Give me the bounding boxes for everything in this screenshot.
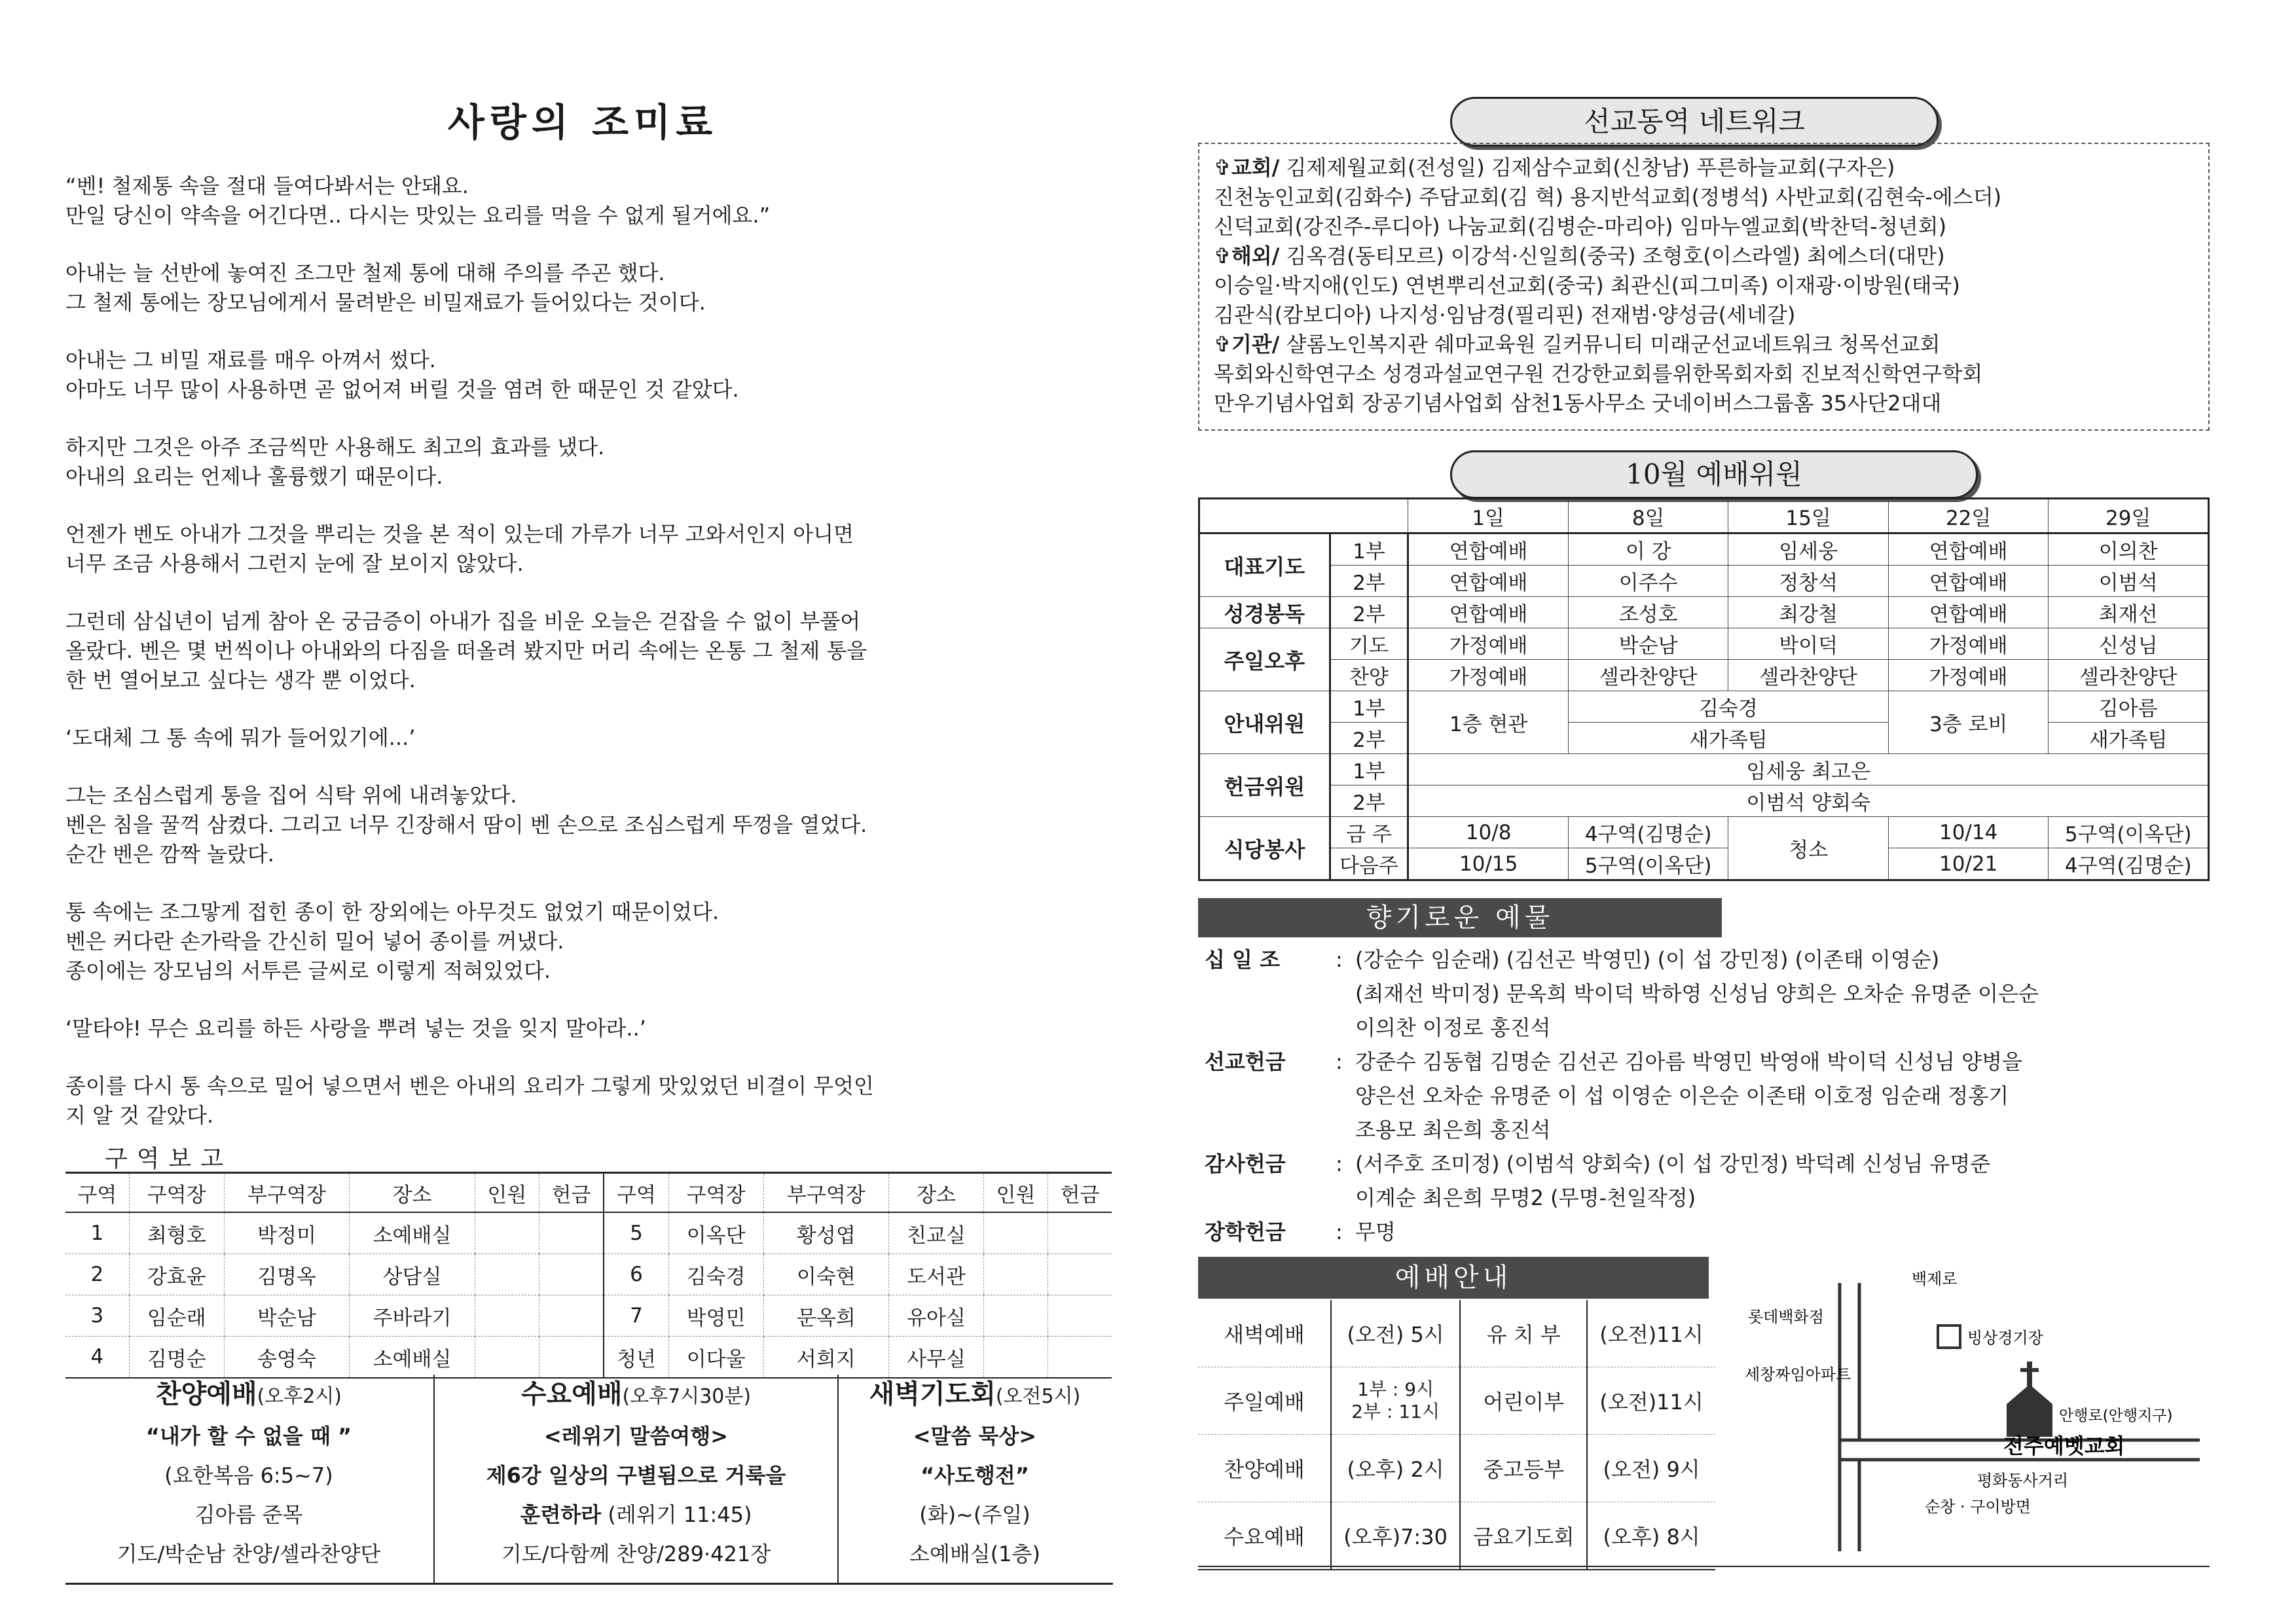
network-names: 김관식(캄보디아) 나지성·임남경(필리핀) 전재범·양성금(세네갈) bbox=[1214, 302, 1796, 327]
right-bottom-rule bbox=[1198, 1566, 2210, 1567]
schedule-row bbox=[1198, 1502, 1715, 1570]
duty-cell: 셀라찬양단 bbox=[1568, 660, 1728, 691]
praise-preacher: 김아름 준목 bbox=[194, 1502, 303, 1527]
story-paragraph bbox=[65, 607, 1113, 695]
offering-line: 무명 bbox=[1355, 1219, 1396, 1244]
network-names: 김제제월교회(전성일) 김제삼수교회(신창남) 푸른하늘교회(구자은) bbox=[1279, 155, 1895, 180]
duty-cell: 이의찬 bbox=[2049, 533, 2209, 566]
story-line: 종이에는 장모님의 서투른 글씨로 이렇게 적혀있었다. bbox=[65, 958, 551, 983]
wednesday-service-time: (오후7시30분) bbox=[622, 1385, 752, 1408]
district-cell: 박순남 bbox=[224, 1295, 350, 1337]
district-cell: 7 bbox=[604, 1295, 668, 1337]
story-paragraph bbox=[65, 520, 1113, 579]
offering-label: 감사헌금 bbox=[1205, 1151, 1286, 1176]
network-names: 김옥겸(동티모르) 이강석·신일희(중국) 조형호(이스라엘) 최에스더(대만) bbox=[1279, 244, 1945, 268]
district-header: 인원 bbox=[475, 1173, 539, 1213]
district-cell: 임순래 bbox=[129, 1295, 224, 1337]
schedule-service: 중고등부 bbox=[1460, 1435, 1587, 1502]
district-cell: 이다울 bbox=[668, 1337, 763, 1379]
praise-sermon-title: “내가 할 수 없을 때 ” bbox=[145, 1424, 352, 1449]
district-report-title: 구역보고 bbox=[105, 1146, 233, 1172]
offering-row bbox=[1205, 1215, 2219, 1249]
district-cell: 1 bbox=[65, 1212, 129, 1254]
offering-colon: : bbox=[1336, 1151, 1343, 1176]
schedule-time: (오후)7:30 bbox=[1331, 1502, 1460, 1570]
network-line bbox=[1214, 183, 2194, 212]
offering-names bbox=[1355, 1215, 2219, 1249]
dawn-prayer-title: 새벽기도회 bbox=[869, 1379, 996, 1409]
offering-names bbox=[1355, 1045, 2219, 1147]
duty-cell: 셀라찬양단 bbox=[2049, 660, 2209, 691]
schedule-service: 금요기도회 bbox=[1460, 1502, 1587, 1570]
duty-cell: 셀라찬양단 bbox=[1728, 660, 1888, 691]
schedule-service: 수요예배 bbox=[1198, 1502, 1331, 1570]
district-row bbox=[65, 1295, 1112, 1337]
duty-date: 15일 bbox=[1728, 499, 1888, 533]
duty-sub: 다음주 bbox=[1330, 848, 1408, 880]
district-cell bbox=[983, 1295, 1048, 1337]
district-header: 구역장 bbox=[668, 1173, 763, 1213]
duty-cell: 4구역(김명순) bbox=[1568, 817, 1728, 848]
wednesday-series: <레위기 말씀여행> bbox=[543, 1424, 729, 1449]
duty-date: 8일 bbox=[1568, 499, 1728, 533]
map-stadium-marker bbox=[1938, 1326, 1960, 1348]
offering-label: 선교헌금 bbox=[1205, 1049, 1286, 1074]
story-line: 그런데 삼십년이 넘게 참아 온 궁금증이 아내가 집을 비운 오늘은 걷잡을 수 없이 부풀어 bbox=[65, 609, 861, 634]
duty-cell: 이 강 bbox=[1568, 533, 1728, 566]
duty-cell: 1층 현관 bbox=[1408, 691, 1569, 754]
story-line: “벤! 철제통 속을 절대 들여다봐서는 안돼요. bbox=[65, 173, 469, 198]
duty-cell: 3층 로비 bbox=[1888, 691, 2049, 754]
district-cell: 4 bbox=[65, 1337, 129, 1379]
story-paragraph bbox=[65, 1072, 1113, 1130]
duty-date: 1일 bbox=[1408, 499, 1569, 533]
district-cell: 이옥단 bbox=[668, 1212, 763, 1254]
story-paragraph bbox=[65, 346, 1113, 405]
district-row bbox=[65, 1254, 1112, 1295]
story-line: 그는 조심스럽게 통을 집어 식탁 위에 내려놓았다. bbox=[65, 783, 517, 808]
dawn-prayer-time: (오전5시) bbox=[995, 1385, 1081, 1408]
story-paragraph bbox=[65, 1014, 1113, 1043]
network-category: ✞해외/ bbox=[1214, 244, 1280, 268]
district-cell: 송영숙 bbox=[224, 1337, 350, 1379]
duty-cell: 연합예배 bbox=[1408, 566, 1569, 597]
story-paragraph bbox=[65, 781, 1113, 869]
map-label-church: 전주예벳교회 bbox=[2003, 1434, 2125, 1458]
district-cell bbox=[539, 1254, 604, 1295]
district-cell: 5 bbox=[604, 1212, 668, 1254]
district-header: 부구역장 bbox=[224, 1173, 350, 1213]
network-line bbox=[1214, 212, 2194, 242]
offering-row bbox=[1205, 1045, 2219, 1147]
map-label-ice-rink: 빙상경기장 bbox=[1967, 1329, 2043, 1347]
duty-sub: 2부 bbox=[1330, 597, 1408, 628]
district-cell: 3 bbox=[65, 1295, 129, 1337]
offering-row bbox=[1205, 1147, 2219, 1215]
story-line: 아내의 요리는 언제나 훌륭했기 때문이다. bbox=[65, 464, 443, 489]
usher-label: 안내위원 bbox=[1199, 691, 1330, 754]
praise-roles: 기도/박순남 찬양/셀라찬양단 bbox=[117, 1542, 381, 1566]
duty-cell: 청소 bbox=[1728, 817, 1888, 880]
story-line: 종이를 다시 통 속으로 밀어 넣으면서 벤은 아내의 요리가 그렇게 맛있었던 비결이 무엇인 bbox=[65, 1074, 874, 1098]
district-cell: 6 bbox=[604, 1254, 668, 1295]
dawn-book: “사도행전” bbox=[920, 1463, 1029, 1488]
wednesday-scripture: (레위기 11:45) bbox=[601, 1502, 752, 1527]
duty-cell: 조성호 bbox=[1568, 597, 1728, 628]
schedule-service: 새벽예배 bbox=[1198, 1300, 1331, 1367]
duty-title: 10월 예배위원 bbox=[1450, 450, 1978, 499]
wednesday-service bbox=[433, 1375, 839, 1584]
duty-cell: 5구역(이옥단) bbox=[2049, 817, 2209, 848]
duty-cell: 5구역(이옥단) bbox=[1568, 848, 1728, 880]
schedule-time: (오전)11시 bbox=[1587, 1367, 1715, 1435]
duty-cell: 연합예배 bbox=[1408, 533, 1569, 566]
duty-sub: 금 주 bbox=[1330, 817, 1408, 848]
district-header: 구역 bbox=[604, 1173, 668, 1213]
map-label-baekje: 백제로 bbox=[1912, 1270, 1958, 1288]
district-header: 헌금 bbox=[1048, 1173, 1112, 1213]
duty-cell: 김아름 bbox=[2049, 691, 2209, 723]
duty-cell: 최강철 bbox=[1728, 597, 1888, 628]
duty-corner bbox=[1199, 499, 1408, 533]
duty-date: 22일 bbox=[1888, 499, 2049, 533]
network-line bbox=[1214, 242, 2194, 271]
offering-line: 조용모 최은희 홍진석 bbox=[1355, 1117, 1551, 1142]
dawn-days: (화)~(주일) bbox=[919, 1502, 1030, 1527]
dawn-prayer bbox=[837, 1375, 1112, 1584]
offering-names bbox=[1355, 1147, 2219, 1215]
district-cell bbox=[475, 1254, 539, 1295]
duty-cell: 박이덕 bbox=[1728, 628, 1888, 660]
duty-cell: 김숙경 bbox=[1568, 691, 1888, 723]
dawn-theme: <말씀 묵상> bbox=[913, 1424, 1037, 1449]
duty-sub: 1부 bbox=[1330, 754, 1408, 785]
offering-row bbox=[1205, 943, 2219, 1045]
map-label-lotte: 롯데백화점 bbox=[1748, 1308, 1824, 1326]
district-cell: 문옥희 bbox=[763, 1295, 889, 1337]
district-cell: 유아실 bbox=[889, 1295, 984, 1337]
schedule-row bbox=[1198, 1300, 1715, 1367]
offering-line: (최재선 박미정) 문옥희 박이덕 박하영 신성님 양희은 오차순 유명준 이은순 bbox=[1355, 981, 2039, 1006]
district-cell bbox=[1048, 1212, 1112, 1254]
district-cell bbox=[475, 1295, 539, 1337]
duty-cell: 임세웅 bbox=[1728, 533, 1888, 566]
left-bottom-rule bbox=[65, 1583, 1113, 1585]
offering-line: (서주호 조미정) (이범석 양회숙) (이 섭 강민정) 박덕례 신성님 유명준 bbox=[1355, 1151, 1991, 1176]
duty-cell: 4구역(김명순) bbox=[2049, 848, 2209, 880]
schedule-table bbox=[1198, 1300, 1715, 1570]
duty-cell: 10/8 bbox=[1408, 817, 1569, 848]
district-cell: 김숙경 bbox=[668, 1254, 763, 1295]
sunday-pm-label: 주일오후 bbox=[1199, 628, 1330, 691]
network-line bbox=[1214, 271, 2194, 300]
dawn-place: 소예배실(1층) bbox=[909, 1542, 1040, 1566]
duty-cell: 10/15 bbox=[1408, 848, 1569, 880]
wednesday-service-title: 수요예배 bbox=[520, 1379, 623, 1409]
duty-sub: 찬양 bbox=[1330, 660, 1408, 691]
district-row bbox=[65, 1337, 1112, 1379]
schedule-row bbox=[1198, 1435, 1715, 1502]
story-line: 언젠가 벤도 아내가 그것을 뿌리는 것을 본 적이 있는데 가루가 너무 고와서인지 아니면 bbox=[65, 522, 854, 547]
district-cell: 박정미 bbox=[224, 1212, 350, 1254]
schedule-row bbox=[1198, 1367, 1715, 1435]
schedule-service: 찬양예배 bbox=[1198, 1435, 1331, 1502]
duty-cell: 새가족팀 bbox=[1568, 723, 1888, 754]
district-cell bbox=[1048, 1254, 1112, 1295]
network-names: 목회와신학연구소 성경과설교연구원 건강한교회를위한목회자회 진보적신학연구학회 bbox=[1214, 361, 1983, 386]
duty-cell: 이주수 bbox=[1568, 566, 1728, 597]
district-cell: 김명옥 bbox=[224, 1254, 350, 1295]
district-cell: 청년 bbox=[604, 1337, 668, 1379]
offering-label: 장학헌금 bbox=[1205, 1219, 1286, 1244]
praise-service-time: (오후2시) bbox=[257, 1385, 342, 1408]
district-cell: 도서관 bbox=[889, 1254, 984, 1295]
map-label-intersection: 평화동사거리 bbox=[1977, 1471, 2069, 1490]
duty-cell: 이범석 양회숙 bbox=[1408, 785, 2209, 817]
network-list bbox=[1198, 143, 2210, 431]
network-line bbox=[1214, 359, 2194, 389]
duty-sub: 1부 bbox=[1330, 533, 1408, 566]
schedule-time: (오후) 8시 bbox=[1587, 1502, 1715, 1570]
story-paragraph bbox=[65, 433, 1113, 492]
wednesday-lesson-cont: 훈련하라 bbox=[520, 1502, 602, 1527]
offering-list bbox=[1205, 943, 2219, 1249]
network-category: ✞교회/ bbox=[1214, 155, 1280, 180]
schedule-title: 예배안내 bbox=[1198, 1257, 1709, 1299]
duty-cell: 이범석 bbox=[2049, 566, 2209, 597]
church-map bbox=[1741, 1263, 2213, 1551]
map-label-anhaeng: 안행로(안행지구) bbox=[2059, 1407, 2173, 1424]
network-names: 신덕교회(강진주-루디아) 나눔교회(김병순-마리아) 임마누엘교회(박찬덕-청년회) bbox=[1214, 214, 1947, 239]
duty-cell: 임세웅 최고은 bbox=[1408, 754, 2209, 785]
district-cell: 사무실 bbox=[889, 1337, 984, 1379]
duty-cell: 연합예배 bbox=[1888, 533, 2049, 566]
offering-names bbox=[1355, 943, 2219, 1045]
schedule-time: (오후) 2시 bbox=[1331, 1435, 1460, 1502]
district-header: 장소 bbox=[889, 1173, 984, 1213]
offering-colon: : bbox=[1336, 1049, 1343, 1074]
network-names: 이승일·박지애(인도) 연변뿌리선교회(중국) 최관신(피그미족) 이재광·이방원(태국) bbox=[1214, 273, 1960, 298]
offering-colon: : bbox=[1336, 1219, 1343, 1244]
network-names: 샬롬노인복지관 쉐마교육원 길커뮤니티 미래군선교네트워크 청목선교회 bbox=[1279, 332, 1941, 357]
story-paragraph bbox=[65, 897, 1113, 986]
duty-cell: 박순남 bbox=[1568, 628, 1728, 660]
schedule-service: 유 치 부 bbox=[1460, 1300, 1587, 1367]
network-line bbox=[1214, 389, 2194, 418]
story-line: ‘도대체 그 통 속에 뭐가 들어있기에...’ bbox=[65, 725, 416, 750]
network-line bbox=[1214, 300, 2194, 330]
praise-service-title: 찬양예배 bbox=[156, 1379, 257, 1409]
district-cell bbox=[539, 1295, 604, 1337]
schedule-time: (오전) 5시 bbox=[1331, 1300, 1460, 1367]
duty-cell: 정창석 bbox=[1728, 566, 1888, 597]
district-cell: 최형호 bbox=[129, 1212, 224, 1254]
duty-cell: 가정예배 bbox=[1408, 660, 1569, 691]
church-icon bbox=[2007, 1362, 2052, 1437]
network-category: ✞기관/ bbox=[1214, 332, 1280, 357]
schedule-service: 어린이부 bbox=[1460, 1367, 1587, 1435]
duty-sub: 2부 bbox=[1330, 785, 1408, 817]
duty-cell: 연합예배 bbox=[1888, 566, 2049, 597]
story-line: ‘말타야! 무슨 요리를 하든 사랑을 뿌려 넣는 것을 잊지 말아라..’ bbox=[65, 1016, 646, 1041]
offering-line: 이의찬 이정로 홍진석 bbox=[1355, 1015, 1551, 1040]
schedule-time: (오전)11시 bbox=[1587, 1300, 1715, 1367]
kitchen-label: 식당봉사 bbox=[1199, 817, 1330, 880]
story-line: 너무 조금 사용해서 그런지 눈에 잘 보이지 않았다. bbox=[65, 551, 524, 576]
duty-cell: 연합예배 bbox=[1408, 597, 1569, 628]
district-cell bbox=[983, 1254, 1048, 1295]
network-title: 선교동역 네트워크 bbox=[1450, 97, 1939, 147]
district-cell: 2 bbox=[65, 1254, 129, 1295]
duty-sub: 1부 bbox=[1330, 691, 1408, 723]
district-cell bbox=[539, 1337, 604, 1379]
duty-sub: 기도 bbox=[1330, 628, 1408, 660]
network-line bbox=[1214, 330, 2194, 359]
story-line: 벤은 커다란 손가락을 간신히 밀어 넣어 종이를 꺼냈다. bbox=[65, 929, 564, 954]
story-line: 벤은 침을 꿀꺽 삼켰다. 그리고 너무 긴장해서 땀이 벤 손으로 조심스럽게 뚜껑을 열었다. bbox=[65, 812, 867, 837]
duty-cell: 10/14 bbox=[1888, 817, 2049, 848]
story-line: 아내는 늘 선반에 놓여진 조그만 철제 통에 대해 주의를 주곤 했다. bbox=[65, 261, 665, 285]
district-cell: 소예배실 bbox=[350, 1212, 475, 1254]
story-line: 지 알 것 같았다. bbox=[65, 1103, 214, 1128]
district-header: 인원 bbox=[983, 1173, 1048, 1213]
duty-table bbox=[1198, 497, 2210, 881]
district-cell: 박영민 bbox=[668, 1295, 763, 1337]
district-cell: 이숙현 bbox=[763, 1254, 889, 1295]
praise-service bbox=[65, 1375, 432, 1584]
district-cell bbox=[1048, 1295, 1112, 1337]
story-line: 순간 벤은 깜짝 놀랐다. bbox=[65, 842, 274, 867]
district-cell bbox=[1048, 1337, 1112, 1379]
duty-cell: 신성님 bbox=[2049, 628, 2209, 660]
duty-cell: 가정예배 bbox=[1408, 628, 1569, 660]
story-line: 아마도 너무 많이 사용하면 곧 없어져 버릴 것을 염려 한 때문인 것 같았다. bbox=[65, 377, 739, 402]
district-cell: 강효윤 bbox=[129, 1254, 224, 1295]
story-body bbox=[65, 171, 1113, 1159]
schedule-service: 주일예배 bbox=[1198, 1367, 1331, 1435]
district-row bbox=[65, 1212, 1112, 1254]
district-report-table bbox=[65, 1172, 1112, 1379]
offering-line: (강순수 임순래) (김선곤 박영민) (이 섭 강민정) (이존태 이영순) bbox=[1355, 947, 1940, 972]
duty-cell: 가정예배 bbox=[1888, 628, 2049, 660]
map-label-apartment: 세창짜임아파트 bbox=[1745, 1365, 1851, 1384]
wednesday-roles: 기도/다함께 찬양/289·421장 bbox=[501, 1542, 771, 1566]
story-paragraph bbox=[65, 171, 1113, 230]
district-header: 장소 bbox=[350, 1173, 475, 1213]
district-header: 구역장 bbox=[129, 1173, 224, 1213]
network-line bbox=[1214, 153, 2194, 183]
district-cell bbox=[539, 1212, 604, 1254]
district-header: 부구역장 bbox=[763, 1173, 889, 1213]
duty-cell: 최재선 bbox=[2049, 597, 2209, 628]
district-cell bbox=[475, 1337, 539, 1379]
story-paragraph bbox=[65, 723, 1113, 753]
district-header: 구역 bbox=[65, 1173, 129, 1213]
offering-line: 강준수 김동협 김명순 김선곤 김아름 박영민 박영애 박이덕 신성님 양병을 bbox=[1355, 1049, 2022, 1074]
district-cell: 황성엽 bbox=[763, 1212, 889, 1254]
district-cell bbox=[983, 1212, 1048, 1254]
district-cell: 상담실 bbox=[350, 1254, 475, 1295]
schedule-time: 1부 : 9시 2부 : 11시 bbox=[1331, 1367, 1460, 1435]
bible-reading-label: 성경봉독 bbox=[1199, 597, 1330, 628]
offering-line: 이계순 최은희 무명2 (무명-천일작정) bbox=[1355, 1185, 1696, 1210]
duty-sub: 2부 bbox=[1330, 566, 1408, 597]
district-cell bbox=[475, 1212, 539, 1254]
map-label-direction: 순창 · 구이방면 bbox=[1925, 1498, 2031, 1516]
duty-cell: 연합예배 bbox=[1888, 597, 2049, 628]
offering-line: 양은선 오차순 유명준 이 섭 이영순 이은순 이존태 이호정 임순래 정홍기 bbox=[1355, 1083, 2009, 1108]
story-line: 만일 당신이 약속을 어긴다면.. 다시는 맛있는 요리를 먹을 수 없게 될거에요.” bbox=[65, 203, 771, 228]
story-title: 사랑의 조미료 bbox=[447, 100, 718, 145]
network-names: 만우기념사업회 장공기념사업회 삼천1동사무소 굿네이버스그룹홈 35사단2대대 bbox=[1214, 391, 1942, 416]
district-cell: 김명순 bbox=[129, 1337, 224, 1379]
district-cell: 친교실 bbox=[889, 1212, 984, 1254]
district-cell: 소예배실 bbox=[350, 1337, 475, 1379]
story-line: 아내는 그 비밀 재료를 매우 아껴서 썼다. bbox=[65, 348, 436, 372]
offering-title: 향기로운 예물 bbox=[1198, 898, 1722, 937]
duty-cell: 가정예배 bbox=[1888, 660, 2049, 691]
district-cell: 서희지 bbox=[763, 1337, 889, 1379]
duty-cell: 새가족팀 bbox=[2049, 723, 2209, 754]
rep-prayer-label: 대표기도 bbox=[1199, 533, 1330, 597]
story-line: 그 철제 통에는 장모님에게서 물려받은 비밀재료가 들어있다는 것이다. bbox=[65, 290, 706, 315]
district-cell: 주바라기 bbox=[350, 1295, 475, 1337]
wednesday-lesson: 제6강 일상의 구별됨으로 거룩을 bbox=[486, 1463, 786, 1488]
offering-committee-label: 헌금위원 bbox=[1199, 754, 1330, 817]
network-names: 진천농인교회(김화수) 주담교회(김 혁) 용지반석교회(정병석) 사반교회(김현숙-에스더) bbox=[1214, 185, 2002, 209]
district-cell bbox=[983, 1337, 1048, 1379]
story-paragraph bbox=[65, 259, 1113, 317]
duty-sub: 2부 bbox=[1330, 723, 1408, 754]
story-line: 올랐다. 벤은 몇 번씩이나 아내와의 다짐을 떠올려 봤지만 머리 속에는 온통 그 철제 통을 bbox=[65, 638, 867, 663]
story-line: 통 속에는 조그맣게 접힌 종이 한 장외에는 아무것도 없었기 때문이었다. bbox=[65, 899, 720, 924]
district-header: 헌금 bbox=[539, 1173, 604, 1213]
story-line: 하지만 그것은 아주 조금씩만 사용해도 최고의 효과를 냈다. bbox=[65, 435, 605, 460]
story-line: 한 번 열어보고 싶다는 생각 뿐 이었다. bbox=[65, 668, 416, 693]
offering-label: 십 일 조 bbox=[1205, 947, 1281, 972]
schedule-time: (오전) 9시 bbox=[1587, 1435, 1715, 1502]
duty-cell: 10/21 bbox=[1888, 848, 2049, 880]
praise-scripture: (요한복음 6:5~7) bbox=[164, 1463, 333, 1488]
offering-colon: : bbox=[1336, 947, 1343, 972]
duty-date: 29일 bbox=[2049, 499, 2209, 533]
